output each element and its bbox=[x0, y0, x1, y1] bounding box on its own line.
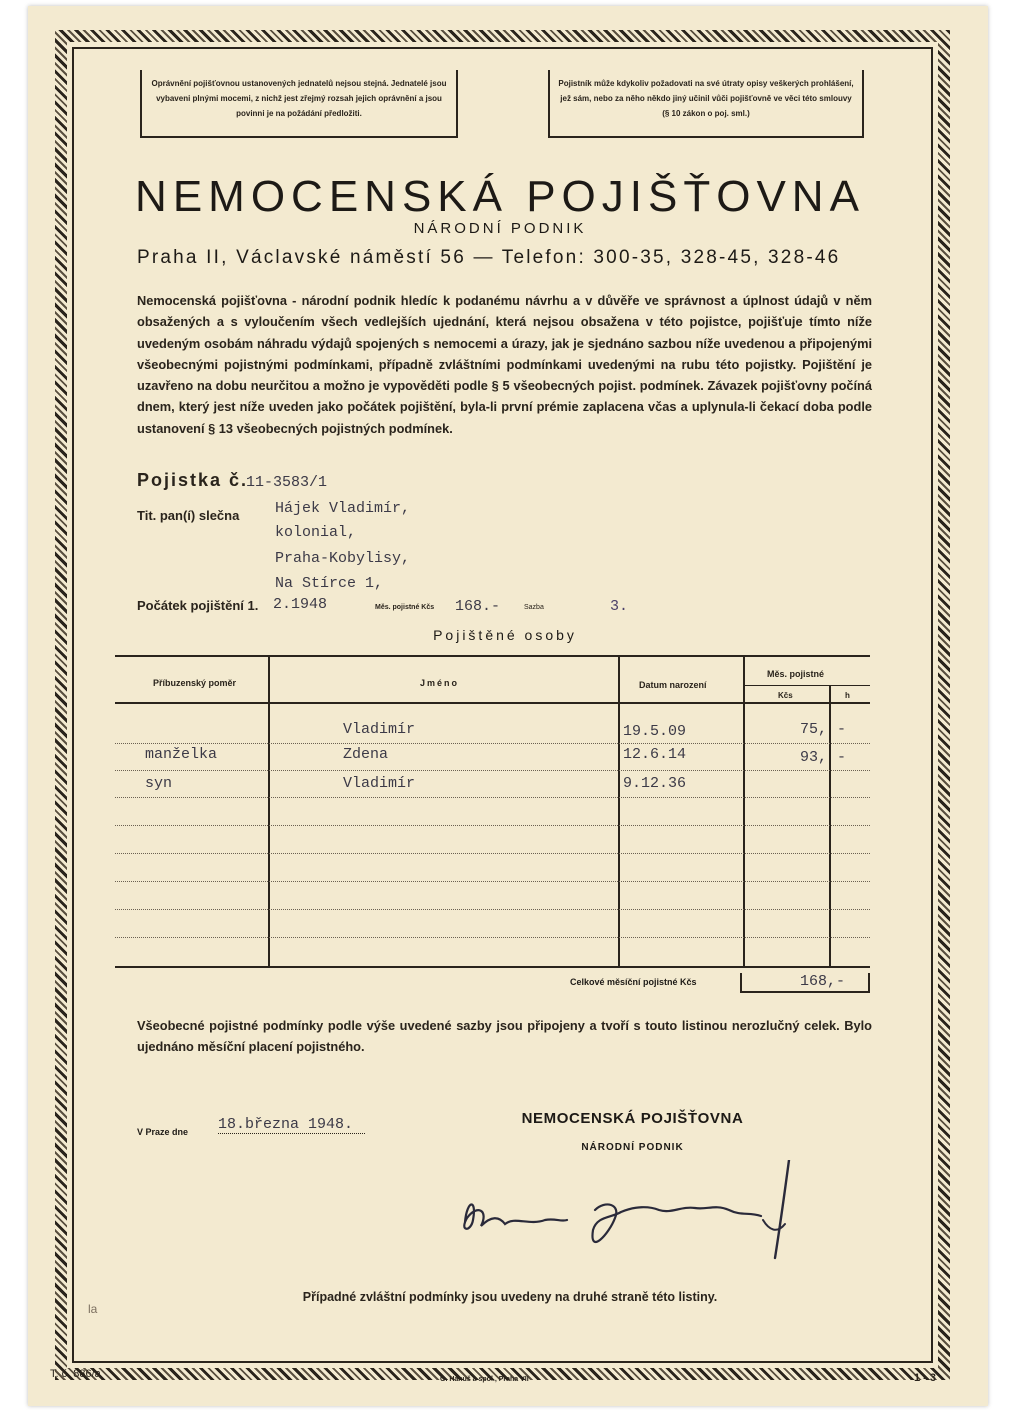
row-name: Zdena bbox=[343, 746, 389, 763]
company-address: Praha II, Václavské náměstí 56 — Telefon: 300-35, 328-45, 328-46 bbox=[137, 247, 841, 268]
row-relation: manželka bbox=[145, 746, 218, 763]
issue-date: 18.března 1948. bbox=[218, 1116, 365, 1134]
table-row-line bbox=[115, 909, 870, 910]
holder-line: Hájek Vladimír, bbox=[275, 500, 411, 517]
row-name: Vladimír bbox=[343, 721, 416, 738]
premium-value: 168.- bbox=[455, 598, 501, 615]
start-label: Počátek pojištění 1. bbox=[137, 598, 259, 613]
header-kcs: Kčs bbox=[778, 691, 793, 700]
policy-number-value: 11-3583/1 bbox=[246, 474, 328, 491]
conditions-paragraph: Všeobecné pojistné podmínky podle výše uvedené sazby jsou připojeny a tvoří s touto listinou nerozlučný celek. Bylo ujednáno měsíční placení pojistného. bbox=[137, 1018, 872, 1055]
header-premium: Měs. pojistné bbox=[767, 669, 825, 679]
header-relation: Příbuzenský poměr bbox=[153, 678, 237, 688]
notice-left: Oprávnění pojišťovnou ustanovených jednatelů nejsou stejná. Jednatelé jsou vybaveni plnými mocemi, z nichž jest zřejmý rozsah jejich oprávnění a jsou povinni je na požádání předložiti. bbox=[140, 70, 458, 138]
header-h: h bbox=[845, 691, 850, 700]
premium-label: Měs. pojistné Kčs bbox=[375, 604, 435, 611]
form-number: T. č. 886/a bbox=[50, 1368, 101, 1380]
row-kcs: 93, bbox=[800, 749, 828, 766]
table-row-line bbox=[115, 825, 870, 826]
intro-paragraph: Nemocenská pojišťovna - národní podnik hledíc k podanému návrhu a v důvěře ve správnost a úplnost údajů v něm obsažených a s vyloučením všech vedlejších ujednání, která nejsou obsažena v této pojistce, pojišťuje tímto níže uvedeným osobám náhradu výdajů spojených s nemocemi a úrazy, jak je sjednáno sazbou níže uvedenou a připojenými všeobecnými pojistnými podmínkami, případně zvláštními podmínkami uvedenými na rubu této pojistky. Pojištění je uzavřeno na dobu neurčitou a možno je vypověděti podle § 5 všeobecných pojist. podmínek. Závazek pojišťovny počíná dnem, který jest níže uveden jako počátek pojištění, byla-li první prémie zaplacena včas a uplynula-li čekací doba podle ustanovení § 13 všeobecných pojistných podmínek. bbox=[137, 293, 872, 436]
total-value: 168,- bbox=[800, 973, 846, 990]
row-relation: syn bbox=[145, 775, 173, 792]
insured-persons-table bbox=[115, 655, 870, 968]
row-h: - bbox=[837, 721, 847, 738]
row-h: - bbox=[837, 749, 847, 766]
policy-number-label: Pojistka č. bbox=[137, 470, 249, 490]
row-birth: 12.6.14 bbox=[623, 746, 687, 763]
header-name: Jméno bbox=[420, 678, 460, 688]
table-row-line bbox=[115, 853, 870, 854]
page-number: 1 - 3 bbox=[914, 1372, 937, 1384]
start-value: 2.1948 bbox=[273, 596, 328, 613]
holder-line: Na Stírce 1, bbox=[275, 575, 384, 592]
header-birth: Datum narození bbox=[639, 680, 707, 690]
row-name: Vladimír bbox=[343, 775, 416, 792]
place-label: V Praze dne bbox=[137, 1127, 189, 1137]
rate-value: 3. bbox=[610, 598, 629, 615]
issuer-subtitle: NÁRODNÍ PODNIK bbox=[581, 1142, 684, 1153]
row-kcs: 75, bbox=[800, 721, 828, 738]
rate-label: Sazba bbox=[524, 604, 544, 611]
special-conditions-note: Případné zvláštní podmínky jsou uvedeny na druhé straně této listiny. bbox=[302, 1290, 718, 1304]
table-row-line bbox=[115, 937, 870, 938]
table-row-line bbox=[115, 797, 870, 798]
holder-label: Tit. pan(í) slečna bbox=[137, 508, 240, 523]
total-label: Celkové měsíční pojistné Kčs bbox=[570, 977, 697, 987]
insured-persons-title: Pojištěné osoby bbox=[433, 627, 577, 643]
table-header-line bbox=[115, 702, 870, 704]
issuer-name: NEMOCENSKÁ POJIŠŤOVNA bbox=[521, 1110, 744, 1127]
row-birth: 19.5.09 bbox=[623, 723, 687, 740]
company-subtitle: NÁRODNÍ PODNIK bbox=[413, 220, 587, 237]
holder-line: Praha-Kobylisy, bbox=[275, 550, 411, 567]
company-title: NEMOCENSKÁ POJIŠŤOVNA bbox=[135, 172, 865, 221]
row-birth: 9.12.36 bbox=[623, 775, 687, 792]
handwritten-signature bbox=[445, 1160, 805, 1260]
printer-imprint: G. Hanuš a spol., Praha VII bbox=[440, 1376, 529, 1383]
table-subheader-line bbox=[743, 685, 870, 686]
table-row-line bbox=[115, 743, 870, 744]
notice-right: Pojistník může kdykoliv požadovati na své útraty opisy veškerých prohlášení, jež sám, nebo za něho někdo jiný učinil vůči pojišťovně ve věci této smlouvy (§ 10 zákon o poj. sml.) bbox=[548, 70, 864, 138]
table-row-line bbox=[115, 881, 870, 882]
table-row-line bbox=[115, 770, 870, 771]
holder-line: kolonial, bbox=[275, 524, 357, 541]
corner-mark: la bbox=[88, 1302, 98, 1316]
